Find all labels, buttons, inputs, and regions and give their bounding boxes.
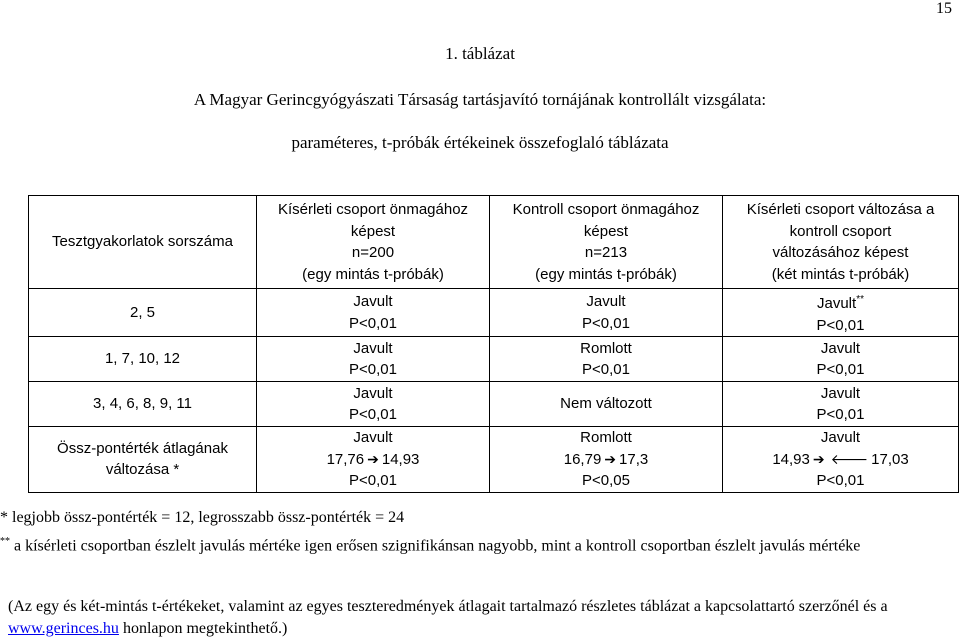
header-comparison: Kísérleti csoport változása a kontroll csoport változásához képest (két mintás t-próbák) [723,196,959,289]
table-row [29,289,959,337]
control-cell: Romlott 16,79 ➔ 17,3 P<0,05 [490,427,723,493]
arrow-left-icon: 🡐 [830,450,869,467]
control-cell: Romlott P<0,01 [490,337,723,382]
table-caption-title: 1. táblázat [445,44,515,63]
row-label: 1, 7, 10, 12 [29,337,257,382]
row-label: 3, 4, 6, 8, 9, 11 [29,382,257,427]
comparison-cell: Javult P<0,01 [723,382,959,427]
table-row [29,382,959,427]
header-control-group: Kontroll csoport önmagához képest n=213 (egy mintás t-próbák) [490,196,723,289]
table-caption-line1: A Magyar Gerincgyógyászati Társaság tartásjavító tornájának kontrollált vizsgálata: [193,90,767,109]
results-table [28,195,959,493]
row-label: 2, 5 [29,289,257,337]
arrow-right-icon: ➔ [604,450,617,467]
double-asterisk-mark: ** [856,294,864,305]
header-exercise-number: Tesztgyakorlatok sorszáma [29,196,257,289]
header-experimental-group: Kísérleti csoport önmagához képest n=200 (egy mintás t-próbák) [257,196,490,289]
row-label: Össz-pontérték átlagának változása * [29,427,257,493]
experimental-cell: Javult P<0,01 [257,382,490,427]
table-row [29,337,959,382]
comparison-cell: Javult** P<0,01 [723,289,959,337]
experimental-cell: Javult 17,76 ➔ 14,93 P<0,01 [257,427,490,493]
arrow-right-icon: ➔ [367,450,379,467]
control-cell: Nem változott [490,382,723,427]
experimental-cell: Javult P<0,01 [257,337,490,382]
footnote-significance: ** a kísérleti csoportban észlelt javulás mértéke igen erősen szignifikánsan nagyobb, mint a kontroll csoportban észlelt javulás mértéke [0,536,861,555]
control-cell: Javult P<0,01 [490,289,723,337]
experimental-cell: Javult P<0,01 [257,289,490,337]
table-caption-line2: paraméteres, t-próbák értékeinek összefoglaló táblázata [291,133,669,152]
footnote-score-range: * legjobb össz-pontérték = 12, legrosszabb össz-pontérték = 24 [0,509,405,526]
footnote-details: (Az egy és két-mintás t-értékeket, valamint az egyes teszteredmények átlagait tartalmazó részletes táblázat a kapcsolattartó szerzőnél és a www.gerinces.hu honlapon megtekinthető.) [8,598,888,637]
table-row [29,427,959,493]
comparison-cell: Javult 14,93 ➔ 🡐 17,03 P<0,01 [723,427,959,493]
table-header-row [29,196,959,289]
page-number: 15 [936,0,952,17]
comparison-cell: Javult P<0,01 [723,337,959,382]
arrow-right-icon: ➔ [812,450,825,467]
website-link[interactable]: www.gerinces.hu [8,620,119,637]
